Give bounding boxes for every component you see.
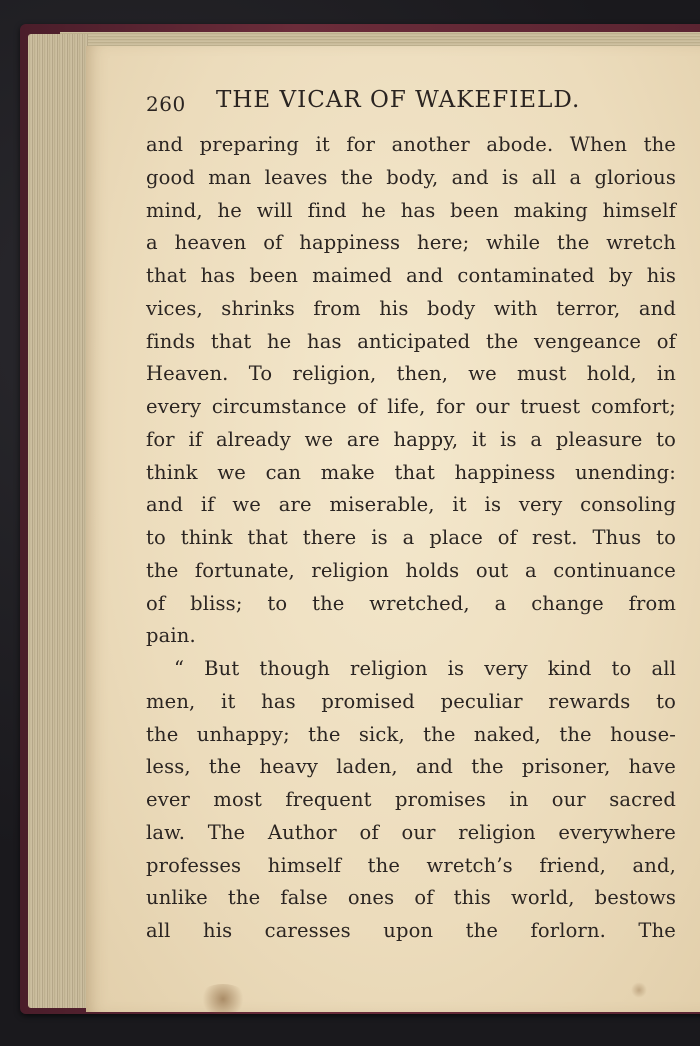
text-line: for if already we are happy, it is a pleasure to (146, 427, 676, 451)
text-line: the fortunate, religion holds out a continuance (146, 558, 676, 582)
text-line: good man leaves the body, and is all a glorious (146, 165, 676, 189)
page-stain (198, 984, 248, 1014)
page-side-edges (28, 34, 88, 1008)
page-header (146, 84, 686, 120)
text-line: Heaven. To religion, then, we must hold, in (146, 362, 676, 386)
text-line: and preparing it for another abode. When the (146, 133, 676, 156)
text-line: think we can make that happiness unending: (146, 460, 676, 484)
text-line: all his caresses upon the forlorn. The (146, 919, 676, 942)
text-line: to think that there is a place of rest. Thus to (146, 526, 676, 549)
text-line: law. The Author of our religion everywhere (146, 820, 676, 844)
body-text (146, 129, 676, 948)
text-line: of bliss; to the wretched, a change from (146, 591, 676, 615)
text-line: pain. (146, 624, 196, 648)
text-line: every circumstance of life, for our truest comfort; (146, 395, 676, 418)
text-line: mind, he will find he has been making himself (146, 198, 676, 222)
running-title: THE VICAR OF WAKEFIELD. (216, 87, 581, 113)
text-line: vices, shrinks from his body with terror, and (146, 296, 676, 320)
text-line: that has been maimed and contaminated by his (146, 264, 676, 287)
page-number: 260 (146, 92, 186, 116)
text-line: finds that he has anticipated the vengeance of (146, 329, 676, 353)
text-line: the unhappy; the sick, the naked, the house- (146, 722, 676, 746)
text-line: a heaven of happiness here; while the wretch (146, 231, 676, 255)
text-line: unlike the false ones of this world, bestows (146, 886, 676, 910)
text-line: and if we are miserable, it is very consoling (146, 493, 676, 517)
text-line: ever most frequent promises in our sacred (146, 788, 676, 811)
text-line: men, it has promised peculiar rewards to (146, 689, 676, 713)
page-stain (631, 982, 647, 998)
text-line: “ But though religion is very kind to all (174, 657, 676, 680)
text-line: less, the heavy laden, and the prisoner, have (146, 755, 676, 779)
text-line: professes himself the wretch’s friend, and, (146, 853, 676, 877)
